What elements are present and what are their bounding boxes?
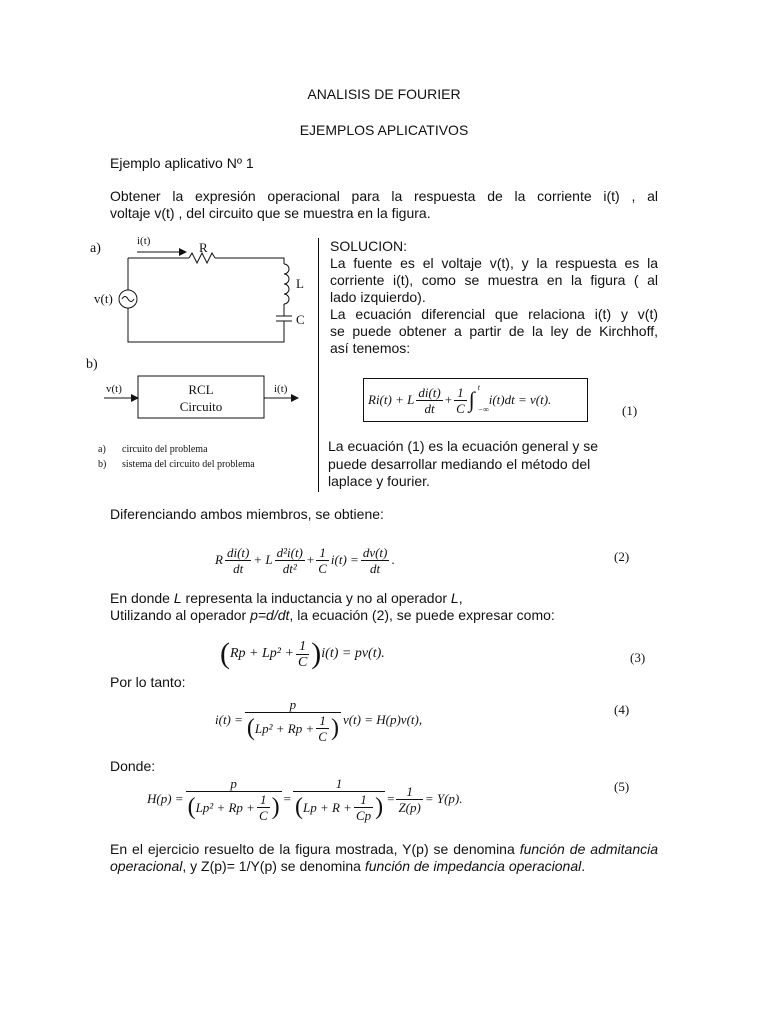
eq4-num: p (289, 696, 297, 712)
eq2-plus: + (306, 552, 315, 567)
open-paren-icon: ( (187, 794, 196, 820)
eq5-num: 1 (335, 775, 343, 791)
eq1-int-upper: t (477, 383, 480, 392)
equation-3 (220, 636, 385, 672)
equation-4-number: (4) (614, 702, 630, 717)
eq3-num: 1 (299, 638, 307, 654)
eq1-int-lower: −∞ (477, 405, 489, 414)
eq1-den: dt (416, 400, 442, 416)
solution-line: así tenemos: (330, 340, 411, 356)
eq1-num2: 1 (457, 384, 464, 400)
caption-b-key: b) (98, 459, 107, 470)
caption-a-text: circuito del problema (122, 444, 208, 455)
eq2-den: dt (225, 560, 251, 576)
inductor-label: L (296, 276, 304, 291)
eq5-den-term: Lp + R + (302, 799, 352, 815)
final-paragraph (110, 841, 658, 875)
eq2-fraction (316, 545, 329, 576)
intro-line-1: Obtener la expresión operacional para la respuesta de la corriente i(t) , al (110, 188, 658, 204)
caption-a-key: a) (98, 444, 106, 455)
equation-5-number: (5) (614, 779, 630, 794)
eq5-den: Z(p) (398, 799, 421, 815)
wire-bottom (128, 308, 284, 342)
eq5-fraction-2 (293, 776, 385, 823)
capacitor-label: C (296, 312, 305, 327)
final-text: . (581, 858, 586, 874)
where-text: Utilizando al operador (110, 607, 251, 623)
eq5-den (186, 791, 282, 823)
therefore-text: Por lo tanto: (110, 674, 186, 690)
eq4-fraction (245, 697, 341, 744)
close-paren-icon: ) (375, 794, 384, 820)
eq1-fraction-2 (454, 385, 467, 416)
where-text: En donde (110, 590, 174, 606)
solution-after-line: puede desarrollar mediando el método del (328, 456, 591, 472)
final-text: En el ejercicio resuelto de la figura mostrada, Y(p) se denomina (110, 841, 520, 857)
solution-paragraph (330, 255, 658, 357)
solution-line: La ecuación diferencial que relaciona i(t) y v(t) (330, 306, 658, 322)
eq5-fraction-1 (186, 776, 282, 823)
where-line-2 (110, 607, 555, 624)
open-paren-icon: ( (220, 637, 230, 670)
equation-4 (215, 694, 422, 746)
equation-3-number: (3) (630, 650, 646, 665)
eq2-fraction (225, 545, 251, 576)
eq4-den-term: Lp² + Rp + (254, 720, 315, 736)
figure-label-a: a) (90, 241, 101, 256)
solution-line: La fuente es el voltaje v(t), y la respuesta es la (330, 255, 658, 271)
current-arrow-head (179, 248, 187, 256)
integral-sign-icon: ∫ (468, 387, 475, 412)
eq2-num: di(t) (226, 544, 250, 560)
block-output-label: i(t) (274, 383, 288, 395)
eq5-fraction-3 (396, 784, 422, 815)
eq2-den: dt (361, 560, 390, 576)
eq2-fraction (361, 545, 390, 576)
figure-label-b: b) (86, 357, 98, 372)
solution-after-line: La ecuación (1) es la ecuación general y se (328, 438, 599, 454)
operator-symbol: p=d/dt (250, 607, 290, 623)
column-divider (318, 238, 319, 492)
source-label: v(t) (94, 291, 113, 306)
final-text: , y Z(p)= 1/Y(p) se denomina (182, 858, 365, 874)
eq4-den (245, 712, 341, 744)
differentiating-text: Diferenciando ambos miembros, se obtiene: (110, 506, 384, 522)
eq1-plus: + (444, 392, 453, 407)
eq1-integrand: i(t)dt = v(t). (488, 392, 552, 407)
eq5-inner-fraction (257, 792, 270, 823)
eq2-term: i(t) = (330, 552, 359, 567)
equation-1-number: (1) (622, 403, 638, 418)
eq2-period: . (391, 552, 395, 567)
eq5-inner-den: C (258, 807, 268, 823)
equation-1 (368, 381, 551, 419)
eq5-num: 1 (406, 783, 413, 799)
close-paren-icon: ) (330, 715, 339, 741)
source-wave-icon (122, 297, 134, 302)
resistor-label: R (199, 240, 208, 255)
final-italic-term: función de admitancia operacional (110, 841, 658, 874)
eq1-fraction (416, 385, 442, 416)
eq2-term: + L (253, 552, 273, 567)
current-label: i(t) (137, 235, 151, 247)
eq5-num: p (230, 775, 237, 791)
eq5-den (293, 791, 385, 823)
where-text: representa la inductancia y no al operador (181, 590, 451, 606)
wire-top-right (215, 258, 284, 264)
intro-line-2: voltaje v(t) , del circuito que se muestra en la figura. (110, 205, 431, 221)
eq3-term: Rp + Lp² + (230, 646, 294, 661)
eq5-den-term: Lp² + Rp + (195, 799, 255, 815)
rcl-block-line1: RCL (188, 382, 214, 397)
eq5-term: H(p) = (147, 791, 184, 806)
eq2-den: dt² (275, 560, 305, 576)
block-input-label: v(t) (106, 383, 122, 395)
open-paren-icon: ( (246, 715, 255, 741)
solution-line: corriente i(t), como se muestra en la figura ( al (330, 272, 658, 288)
eq5-inner-num: 1 (360, 791, 367, 807)
circuit-figure (84, 232, 324, 494)
final-italic-term: función de impedancia operacional (364, 858, 582, 874)
eq1-integral (468, 383, 489, 414)
equation-2-number: (2) (614, 549, 630, 564)
eq2-num: 1 (319, 544, 326, 560)
eq5-term: = Y(p). (424, 791, 463, 806)
document-subtitle: EJEMPLOS APLICATIVOS (299, 122, 469, 138)
eq1-term: Ri(t) + L (368, 392, 415, 407)
eq3-fraction (296, 639, 309, 670)
eq2-den: C (318, 560, 327, 576)
solution-line: lado izquierdo). (330, 289, 426, 305)
where-text: , (458, 590, 463, 606)
open-paren-icon: ( (294, 794, 303, 820)
document-title: ANALISIS DE FOURIER (307, 86, 461, 102)
block-output-arrow-head (291, 394, 299, 402)
eq3-term: i(t) = pv(t). (321, 646, 385, 661)
caption-b-text: sistema del circuito del problema (122, 459, 255, 470)
eq4-inner-den: C (318, 728, 327, 744)
where-symbol: L (173, 590, 182, 606)
eq3-den: C (297, 654, 308, 670)
eq4-term: i(t) = (215, 712, 243, 727)
rcl-block-line2: Circuito (179, 399, 223, 414)
eq5-inner-num: 1 (260, 791, 267, 807)
eq5-equals: = (283, 791, 291, 806)
eq2-fraction (275, 545, 305, 576)
equation-2 (215, 540, 395, 580)
eq5-inner-den: Cp (355, 807, 372, 823)
eq5-equals: = (387, 791, 395, 806)
donde-text: Donde: (110, 758, 156, 774)
eq4-inner-num: 1 (319, 712, 326, 728)
close-paren-icon: ) (311, 637, 322, 670)
solution-after-line: laplace y fourier. (328, 473, 430, 489)
eq2-num: d²i(t) (276, 544, 303, 560)
inductor-symbol (284, 264, 289, 304)
eq1-den2: C (456, 400, 465, 416)
where-symbol: L (450, 590, 459, 606)
equation-5 (147, 772, 463, 826)
close-paren-icon: ) (271, 794, 280, 820)
eq5-inner-fraction (354, 792, 373, 823)
solution-line: se puede obtener a partir de la ley de Kirchhoff, (330, 323, 658, 339)
eq4-inner-fraction (316, 713, 329, 744)
eq4-term: v(t) = H(p)v(t), (342, 712, 423, 727)
solution-heading: SOLUCION: (330, 238, 408, 254)
example-label: Ejemplo aplicativo Nº 1 (110, 155, 254, 171)
where-line-1 (110, 590, 463, 607)
eq2-num: dv(t) (362, 544, 388, 560)
eq2-term: R (215, 552, 223, 567)
where-text: , la ecuación (2), se puede expresar como: (289, 607, 555, 623)
eq1-num: di(t) (418, 384, 441, 400)
